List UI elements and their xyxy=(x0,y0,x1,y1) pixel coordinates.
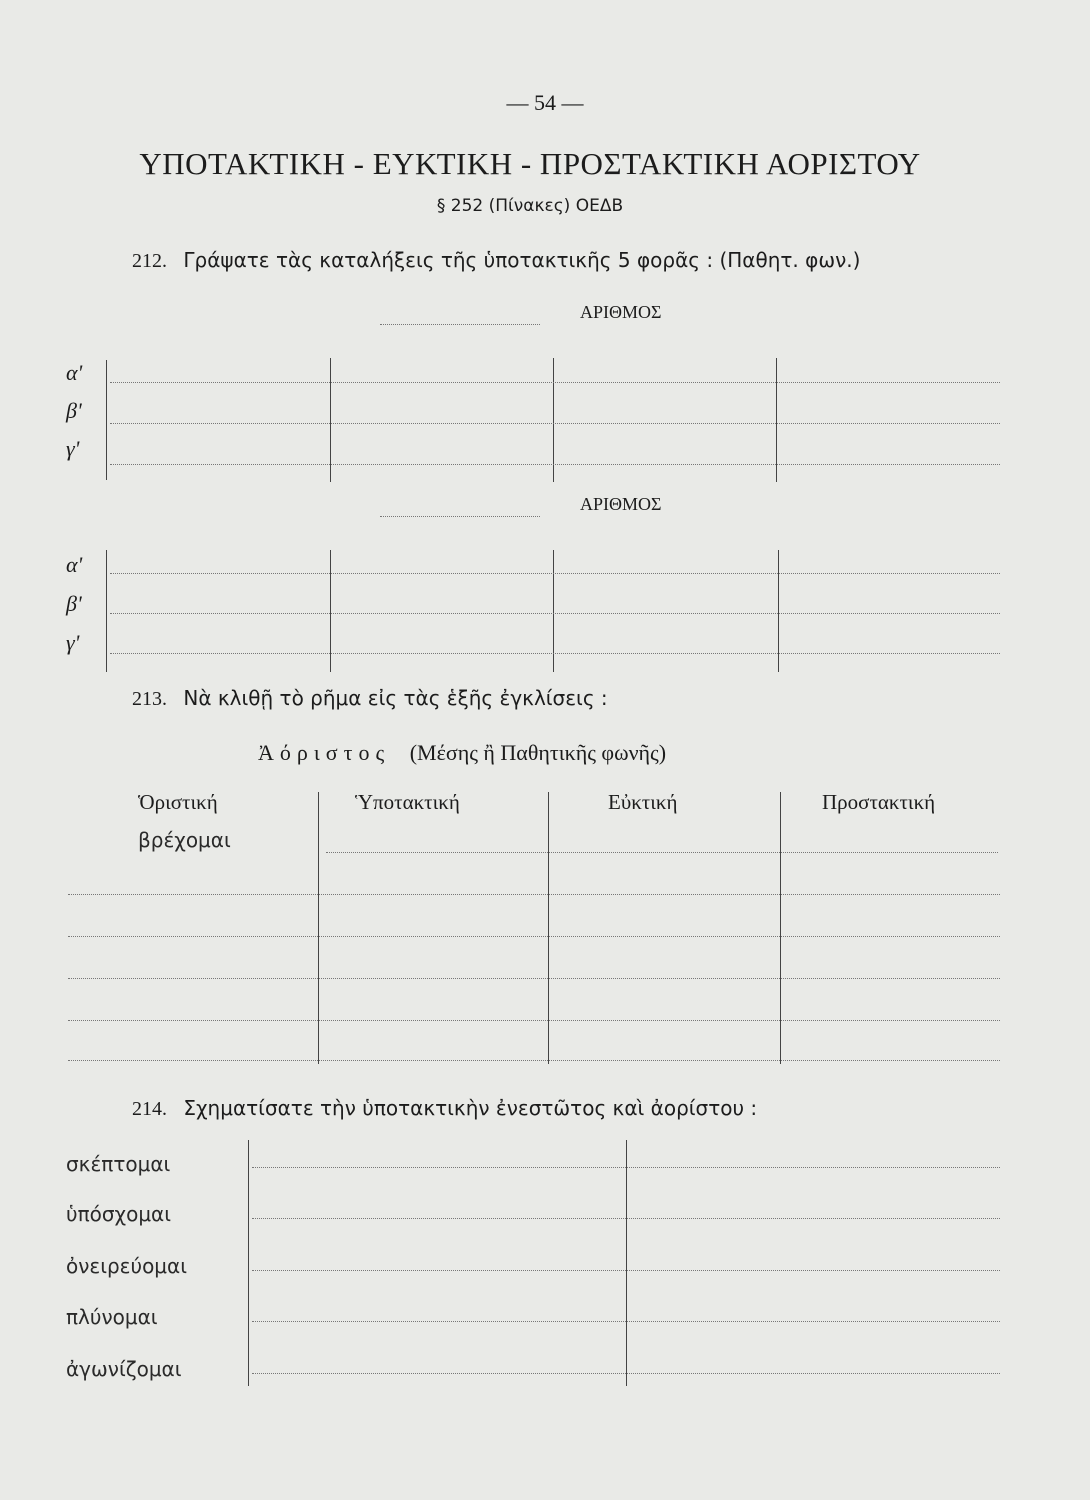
verb-1: σκέπτομαι xyxy=(66,1152,171,1176)
table2-write-line[interactable] xyxy=(110,653,1000,654)
exercise-212-instruction: Γράψατε τὰς καταλήξεις τῆς ὑποτακτικῆς 5 φορᾶς : (Παθητ. φων.) xyxy=(183,248,861,272)
verb-4: πλύνομαι xyxy=(66,1305,158,1329)
row-label-a-1: α' xyxy=(66,360,83,385)
tense-heading xyxy=(258,740,666,766)
table4-write-line[interactable] xyxy=(252,1321,1000,1322)
table3-divider-2 xyxy=(548,792,549,1064)
table4-write-line[interactable] xyxy=(252,1218,1000,1219)
row-label-c-1: γ' xyxy=(66,436,80,461)
page-number: — 54 — xyxy=(506,90,584,115)
table4-write-line[interactable] xyxy=(252,1373,1000,1374)
table3-write-line[interactable] xyxy=(326,852,998,853)
row-label-b-2: β' xyxy=(66,591,82,616)
exercise-214-instruction: Σχηματίσατε τὴν ὑποτακτικὴν ἐνεστῶτος καὶ ἀορίστου : xyxy=(183,1096,758,1120)
table3-write-line[interactable] xyxy=(68,1060,1000,1061)
table2-write-line[interactable] xyxy=(110,613,1000,614)
page-title: ΥΠΟΤΑΚΤΙΚΗ - ΕΥΚΤΙΚΗ - ΠΡΟΣΤΑΚΤΙΚΗ ΑΟΡΙΣΤΟΥ xyxy=(139,146,921,181)
exercise-212 xyxy=(132,248,860,273)
table3-write-line[interactable] xyxy=(68,894,1000,895)
verb-5: ἀγωνίζομαι xyxy=(66,1357,182,1381)
tense-title: Ἀόριστος xyxy=(258,740,391,765)
table3-divider-1 xyxy=(318,792,319,1064)
table3-write-line[interactable] xyxy=(68,936,1000,937)
row-label-c-2: γ' xyxy=(66,630,80,655)
table4-write-line[interactable] xyxy=(252,1167,1000,1168)
column-header-subjunctive: Ὑποτακτική xyxy=(355,790,460,814)
exercise-212-number: 212. xyxy=(132,250,167,272)
table1-left-border xyxy=(106,360,107,480)
column-header-imperative: Προστακτική xyxy=(822,790,936,814)
label-leader-1 xyxy=(380,324,540,325)
exercise-214-number: 214. xyxy=(132,1098,167,1120)
table3-divider-3 xyxy=(780,792,781,1064)
table4-write-line[interactable] xyxy=(252,1270,1000,1271)
table2-left-border xyxy=(106,550,107,672)
exercise-214 xyxy=(132,1096,757,1121)
verb-3: ὀνειρεύομαι xyxy=(66,1254,187,1278)
exercise-213 xyxy=(132,686,608,711)
table4-divider xyxy=(626,1140,627,1386)
number-label-1: ΑΡΙΘΜΟΣ xyxy=(580,302,662,322)
table3-write-line[interactable] xyxy=(68,978,1000,979)
column-header-optative: Εὐκτική xyxy=(608,790,678,814)
row-label-a-2: α' xyxy=(66,552,83,577)
exercise-213-instruction: Νὰ κλιθῇ τὸ ρῆμα εἰς τὰς ἑξῆς ἐγκλίσεις : xyxy=(183,686,608,710)
table1-write-line[interactable] xyxy=(110,382,1000,383)
section-reference: § 252 (Πίνακες) ΟΕΔΒ xyxy=(436,196,624,216)
table2-write-line[interactable] xyxy=(110,573,1000,574)
row-label-b-1: β' xyxy=(66,398,82,423)
table1-write-line[interactable] xyxy=(110,423,1000,424)
table4-left-border xyxy=(248,1140,249,1386)
voice-label: (Μέσης ἢ Παθητικῆς φωνῆς) xyxy=(409,740,667,765)
number-label-2: ΑΡΙΘΜΟΣ xyxy=(580,494,662,514)
verb-2: ὑπόσχομαι xyxy=(66,1202,171,1226)
column-header-indicative: Ὁριστική xyxy=(138,790,218,814)
label-leader-2 xyxy=(380,516,540,517)
table3-write-line[interactable] xyxy=(68,1020,1000,1021)
first-verb: βρέχομαι xyxy=(138,828,231,852)
table1-write-line[interactable] xyxy=(110,464,1000,465)
exercise-213-number: 213. xyxy=(132,688,167,710)
